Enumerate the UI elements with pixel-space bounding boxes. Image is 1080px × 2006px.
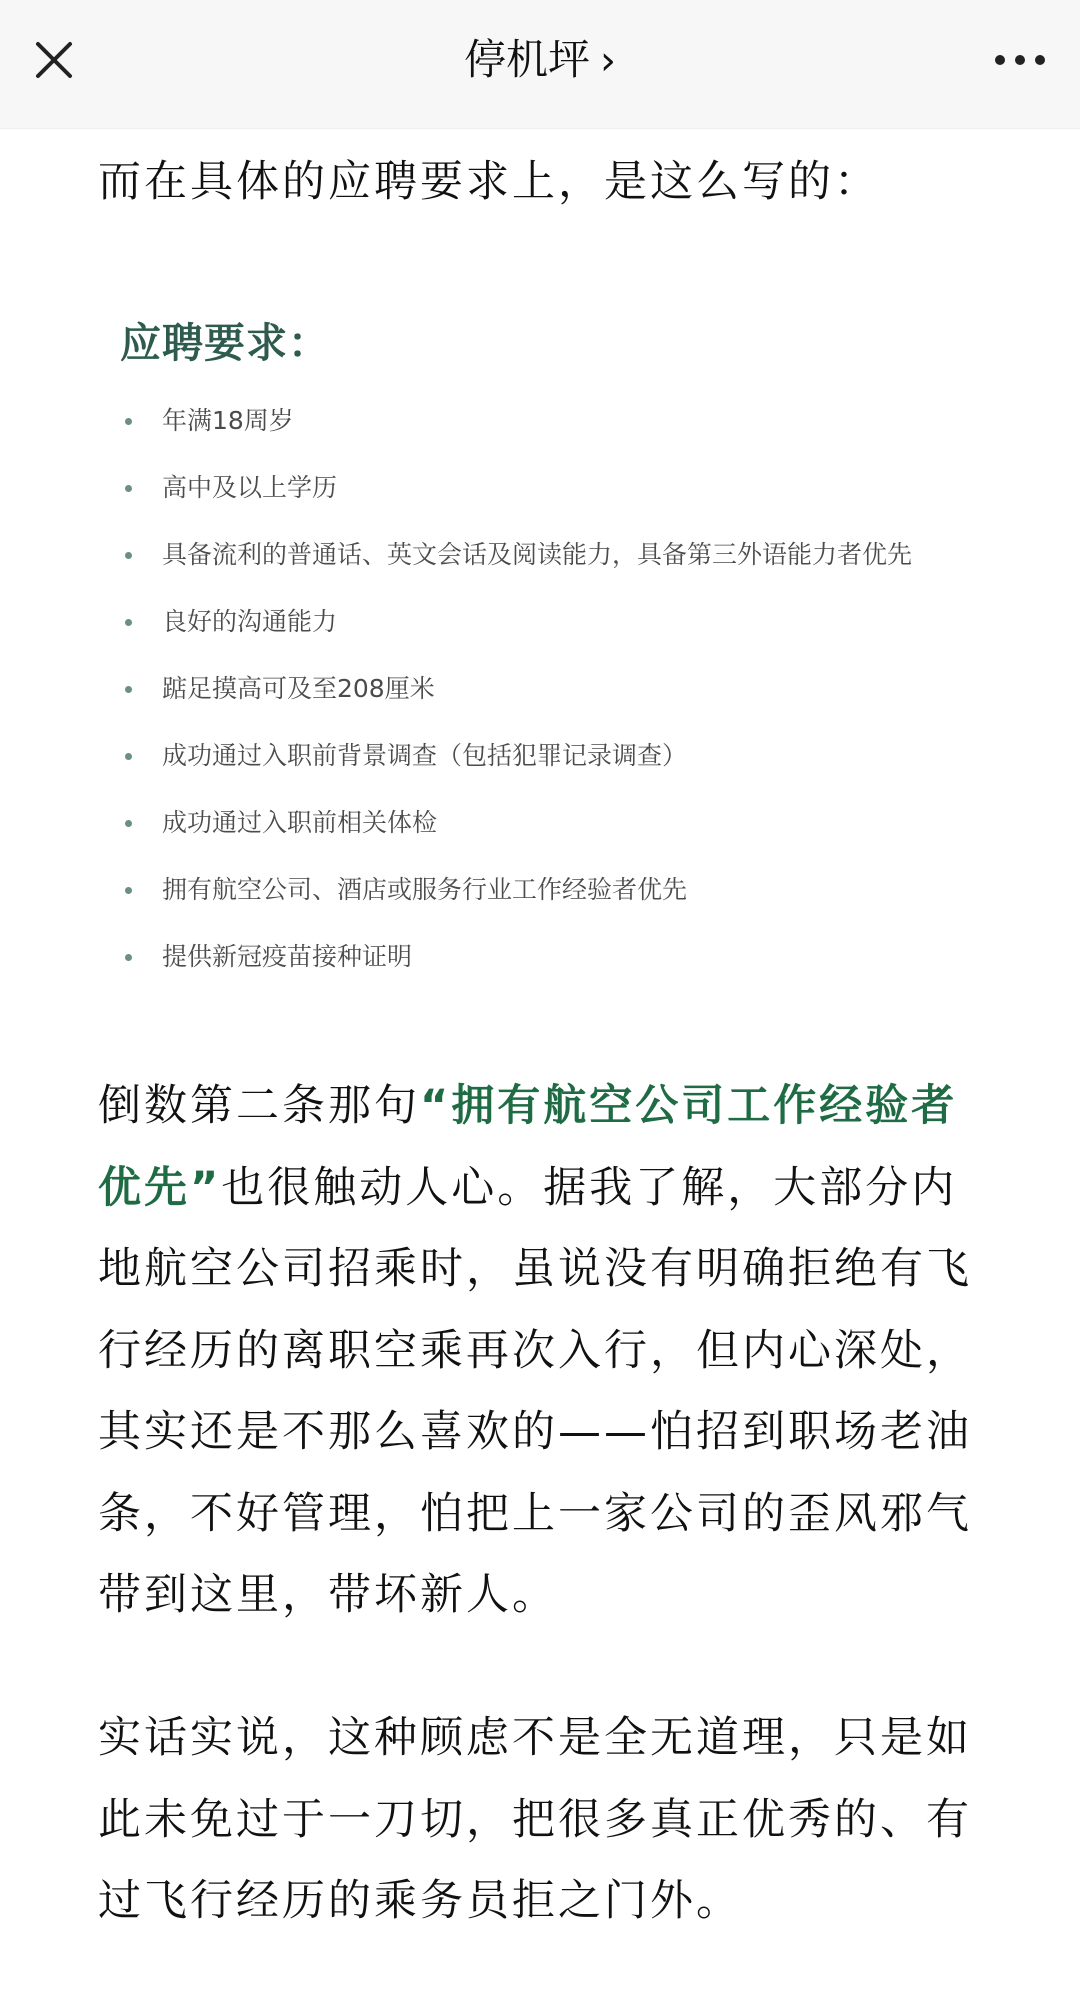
bullet-icon — [125, 820, 132, 827]
list-item — [120, 660, 912, 727]
top-navigation-bar — [0, 0, 1080, 129]
requirements-heading: 应聘要求： — [120, 319, 330, 367]
requirements-list — [120, 392, 912, 995]
list-item-text: 具备流利的普通话、英文会话及阅读能力，具备第三外语能力者优先 — [162, 540, 913, 569]
bullet-icon — [125, 753, 132, 760]
list-item — [120, 526, 912, 593]
list-item — [120, 392, 912, 459]
list-item-text: 踮足摸高可及至208厘米 — [162, 674, 435, 703]
chevron-right-icon: › — [600, 38, 616, 84]
list-item — [120, 794, 912, 861]
page-title[interactable] — [0, 30, 1080, 91]
intro-paragraph: 而在具体的应聘要求上，是这么写的： — [98, 157, 880, 207]
paragraph-rest: 也很触动人心。据我了解，大部分内地航空公司招乘时，虽说没有明确拒绝有飞行经历的离职空乘再次入行，但内心深处，其实还是不那么喜欢的——怕招到职场老油条，不好管理，怕把上一家公司的歪风邪气带到这里，带坏新人。 — [98, 1162, 972, 1620]
list-item-text: 高中及以上学历 — [162, 473, 338, 502]
bullet-icon — [125, 887, 132, 894]
list-item-text: 拥有航空公司、酒店或服务行业工作经验者优先 — [162, 875, 688, 904]
list-item-text: 成功通过入职前背景调查（包括犯罪记录调查） — [162, 741, 688, 770]
list-item — [120, 459, 912, 526]
list-item-text: 提供新冠疫苗接种证明 — [162, 942, 413, 971]
list-item-text: 年满18周岁 — [162, 406, 294, 435]
bullet-icon — [125, 552, 132, 559]
highlighted-quote: “拥有航空公司工作经验者优先” — [98, 1081, 958, 1213]
more-icon — [990, 40, 1050, 80]
commentary-paragraph — [98, 1066, 988, 1637]
list-item — [120, 861, 912, 928]
list-item — [120, 727, 912, 794]
paragraph-prefix: 倒数第二条那句 — [98, 1081, 420, 1131]
page-title-text: 停机坪 — [463, 35, 590, 84]
bullet-icon — [125, 418, 132, 425]
bullet-icon — [125, 954, 132, 961]
list-item-text: 成功通过入职前相关体检 — [162, 808, 438, 837]
bullet-icon — [125, 686, 132, 693]
list-item-text: 良好的沟通能力 — [162, 607, 338, 636]
list-item — [120, 593, 912, 660]
conclusion-paragraph: 实话实说，这种顾虑不是全无道理，只是如此未免过于一刀切，把很多真正优秀的、有过飞行经历的乘务员拒之门外。 — [98, 1713, 972, 1926]
bullet-icon — [125, 619, 132, 626]
bullet-icon — [125, 485, 132, 492]
more-button[interactable] — [990, 40, 1050, 80]
list-item — [120, 928, 912, 995]
